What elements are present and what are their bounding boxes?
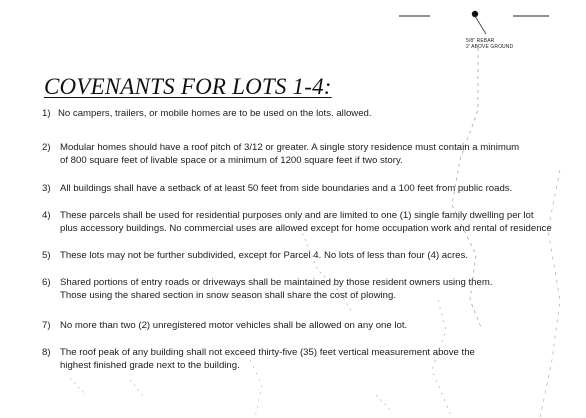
covenant-number: 8) [42, 347, 51, 358]
covenant-number: 5) [42, 250, 51, 261]
dashed-plat-line-8 [376, 395, 392, 412]
covenant-text-line: highest finished grade next to the building. [60, 359, 240, 371]
covenant-item-7 [42, 320, 407, 333]
covenant-text-line: Modular homes should have a roof pitch of 3/12 or greater. A single story residence must contain a minimum [60, 142, 520, 153]
covenant-number: 2) [42, 142, 51, 153]
covenant-item-1 [42, 108, 372, 121]
covenant-text-line: All buildings shall have a setback of at least 50 feet from side boundaries and a 100 feet from public roads. [60, 183, 513, 194]
rebar-note-line2: 2' ABOVE GROUND [466, 44, 514, 50]
covenant-item-5 [42, 250, 468, 263]
covenant-number: 6) [42, 277, 51, 288]
covenant-item-8 [42, 347, 475, 372]
covenant-text-line: plus accessory buildings. No commercial uses are allowed except for home occupation work and rental of residence [60, 222, 552, 234]
covenant-text-line: of 800 square feet of livable space or a minimum of 1200 square feet if two story. [60, 154, 403, 166]
covenants-title: COVENANTS FOR LOTS 1-4: [44, 74, 332, 99]
covenant-item-3 [42, 183, 512, 196]
covenant-item-2 [42, 142, 519, 167]
covenant-text-line: These lots may not be further subdivided, except for Parcel 4. No lots of less than four (4) acres. [60, 250, 468, 261]
covenant-number: 1) [42, 108, 51, 119]
covenant-text-line: Shared portions of entry roads or driveways shall be maintained by those resident owners using them. [60, 277, 493, 288]
covenant-text-line: Those using the shared section in snow season shall share the cost of plowing. [60, 289, 396, 301]
covenant-item-6 [42, 277, 492, 302]
rebar-leader-line [475, 16, 486, 34]
dashed-plat-line-6 [70, 378, 86, 395]
covenant-text-line: No more than two (2) unregistered motor vehicles shall be allowed on any one lot. [60, 320, 408, 331]
dashed-plat-line-7 [130, 380, 145, 398]
covenant-text-line: These parcels shall be used for residential purposes only and are limited to one (1) single family dwelling per lot [60, 210, 534, 221]
covenant-number: 4) [42, 210, 51, 221]
dashed-plat-line-2 [540, 170, 560, 418]
covenant-text-line: The roof peak of any building shall not exceed thirty-five (35) feet vertical measurement above the [60, 347, 475, 358]
rebar-note [466, 38, 513, 50]
covenant-item-4 [42, 210, 552, 235]
covenant-number: 3) [42, 183, 51, 194]
covenant-text-line: No campers, trailers, or mobile homes are to be used on the lots. allowed. [58, 108, 372, 119]
rebar-note-line1: 5/8" REBAR [466, 38, 495, 44]
covenant-number: 7) [42, 320, 51, 331]
